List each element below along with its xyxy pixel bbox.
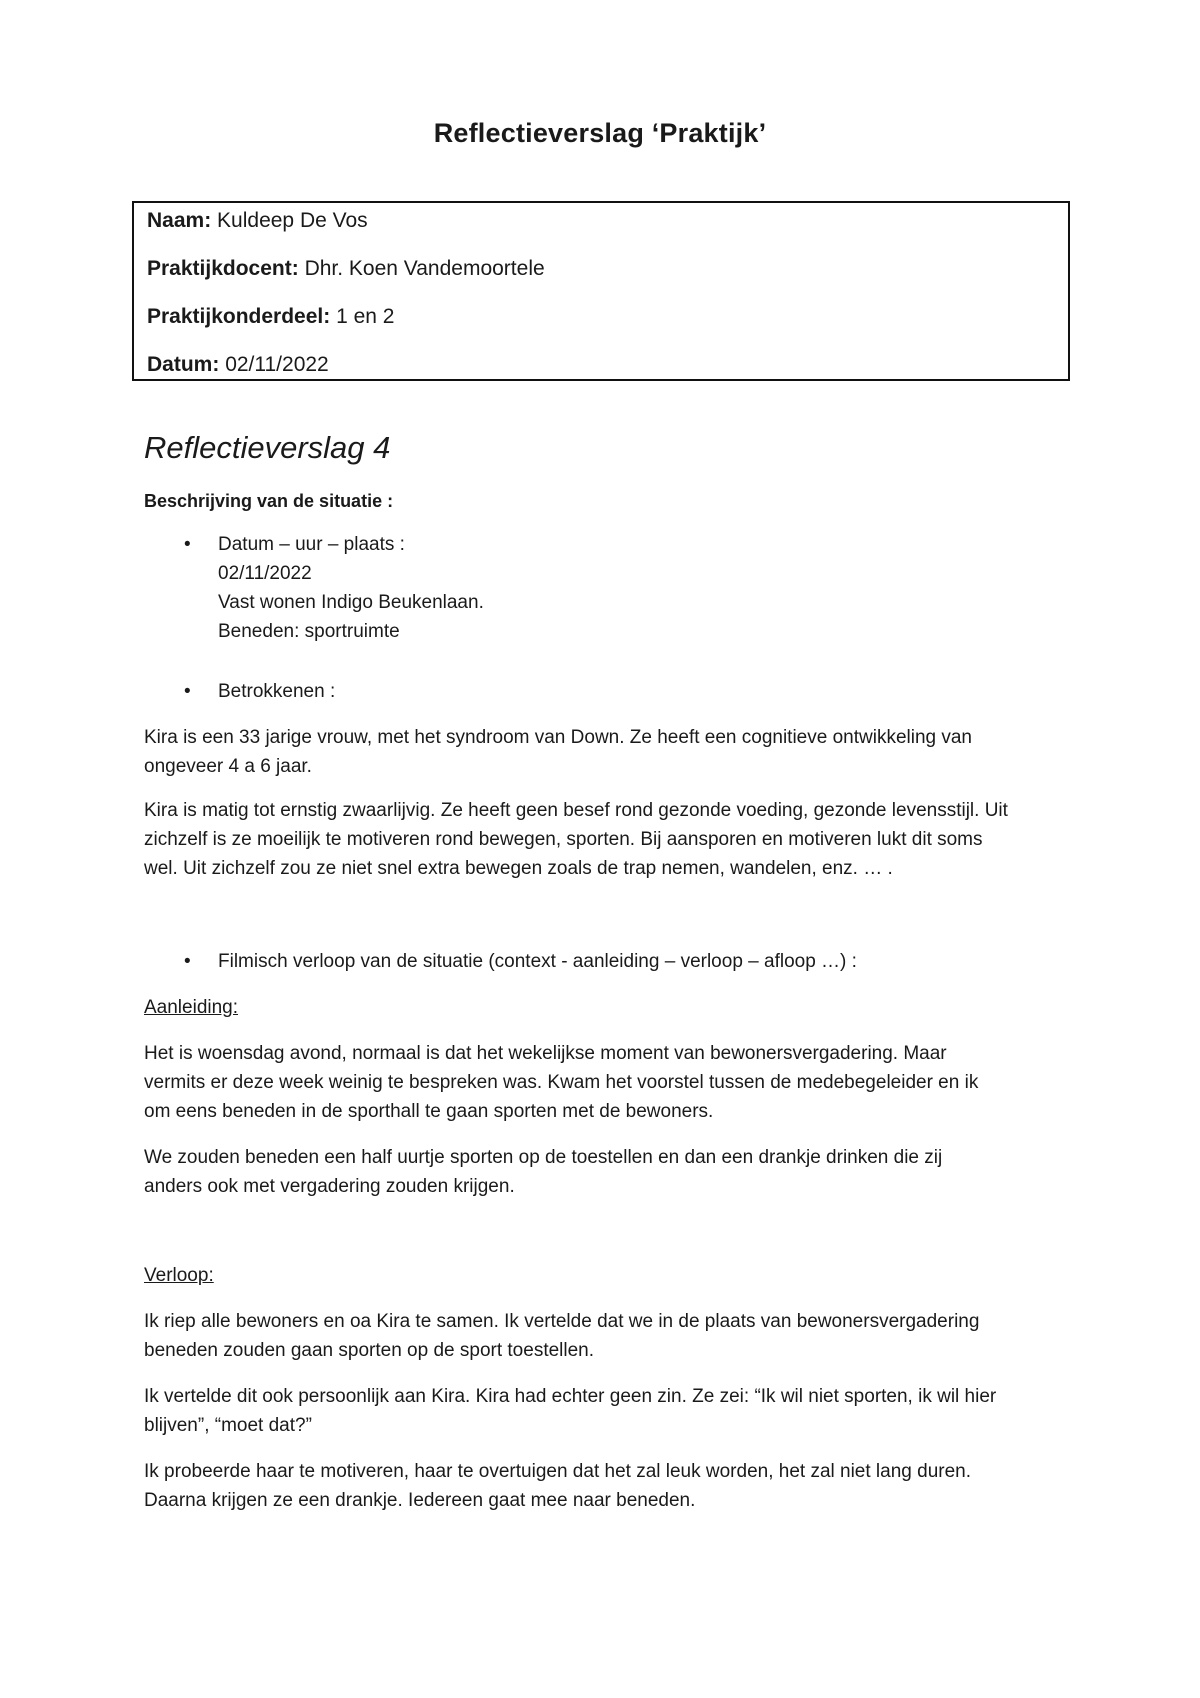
aanleiding-heading: Aanleiding: xyxy=(144,997,239,1018)
info-datum xyxy=(147,353,329,377)
paragraph-line: Ik probeerde haar te motiveren, haar te overtuigen dat het zal leuk worden, het zal niet lang duren. xyxy=(144,1461,972,1482)
praktijkonderdeel-value: 1 en 2 xyxy=(336,305,395,328)
paragraph-line: wel. Uit zichzelf zou ze niet snel extra bewegen zoals de trap nemen, wandelen, enz. … . xyxy=(144,858,893,879)
paragraph-line: Daarna krijgen ze een drankje. Iedereen gaat mee naar beneden. xyxy=(144,1490,696,1511)
bullet-marker: • xyxy=(184,681,191,702)
paragraph-line: anders ook met vergadering zouden krijgen. xyxy=(144,1176,515,1197)
bullet-betrokkenen: Betrokkenen : xyxy=(218,681,336,702)
paragraph-line: ongeveer 4 a 6 jaar. xyxy=(144,756,312,777)
bullet-room-line: Beneden: sportruimte xyxy=(218,621,400,642)
paragraph-line: blijven”, “moet dat?” xyxy=(144,1415,312,1436)
info-naam xyxy=(147,209,368,233)
naam-value: Kuldeep De Vos xyxy=(217,209,368,232)
bullet-datum-uur-plaats: Datum – uur – plaats : xyxy=(218,534,405,555)
paragraph-line: om eens beneden in de sporthall te gaan sporten met de bewoners. xyxy=(144,1101,714,1122)
paragraph-line: We zouden beneden een half uurtje sporten op de toestellen en dan een drankje drinken die zij xyxy=(144,1147,943,1168)
situation-subheading: Beschrijving van de situatie : xyxy=(144,491,394,511)
datum-value: 02/11/2022 xyxy=(225,353,329,376)
bullet-marker: • xyxy=(184,951,191,972)
paragraph-line: Kira is een 33 jarige vrouw, met het syndroom van Down. Ze heeft een cognitieve ontwikkeling van xyxy=(144,727,973,748)
paragraph-line: beneden zouden gaan sporten op de sport toestellen. xyxy=(144,1340,595,1361)
bullet-filmisch-verloop: Filmisch verloop van de situatie (context - aanleiding – verloop – afloop …) : xyxy=(218,951,857,972)
bullet-marker: • xyxy=(184,534,191,555)
paragraph-line: vermits er deze week weinig te bespreken was. Kwam het voorstel tussen de medebegeleider en ik xyxy=(144,1072,979,1093)
paragraph-line: Kira is matig tot ernstig zwaarlijvig. Ze heeft geen besef rond gezonde voeding, gezonde levensstijl. Uit xyxy=(144,800,1008,821)
datum-label: Datum: xyxy=(147,353,220,376)
praktijkonderdeel-label: Praktijkonderdeel: xyxy=(147,305,331,328)
info-praktijkonderdeel xyxy=(147,305,394,329)
report-heading: Reflectieverslag 4 xyxy=(144,430,391,465)
praktijkdocent-value: Dhr. Koen Vandemoortele xyxy=(304,257,545,280)
info-praktijkdocent xyxy=(147,257,545,281)
paragraph-line: Ik vertelde dit ook persoonlijk aan Kira. Kira had echter geen zin. Ze zei: “Ik wil niet sporten, ik wil hier xyxy=(144,1386,997,1407)
naam-label: Naam: xyxy=(147,209,212,232)
paragraph-line: Het is woensdag avond, normaal is dat het wekelijkse moment van bewonersvergadering. Maar xyxy=(144,1043,947,1064)
praktijkdocent-label: Praktijkdocent: xyxy=(147,257,299,280)
bullet-location-line: Vast wonen Indigo Beukenlaan. xyxy=(218,592,484,613)
paragraph-line: Ik riep alle bewoners en oa Kira te samen. Ik vertelde dat we in de plaats van bewonersvergadering xyxy=(144,1311,980,1332)
verloop-heading: Verloop: xyxy=(144,1265,214,1286)
info-box xyxy=(132,201,1070,381)
document-title: Reflectieverslag ‘Praktijk’ xyxy=(433,118,767,148)
paragraph-line: zichzelf is ze moeilijk te motiveren rond bewegen, sporten. Bij aansporen en motiveren lukt dit soms xyxy=(144,829,983,850)
bullet-date-line: 02/11/2022 xyxy=(218,563,312,584)
